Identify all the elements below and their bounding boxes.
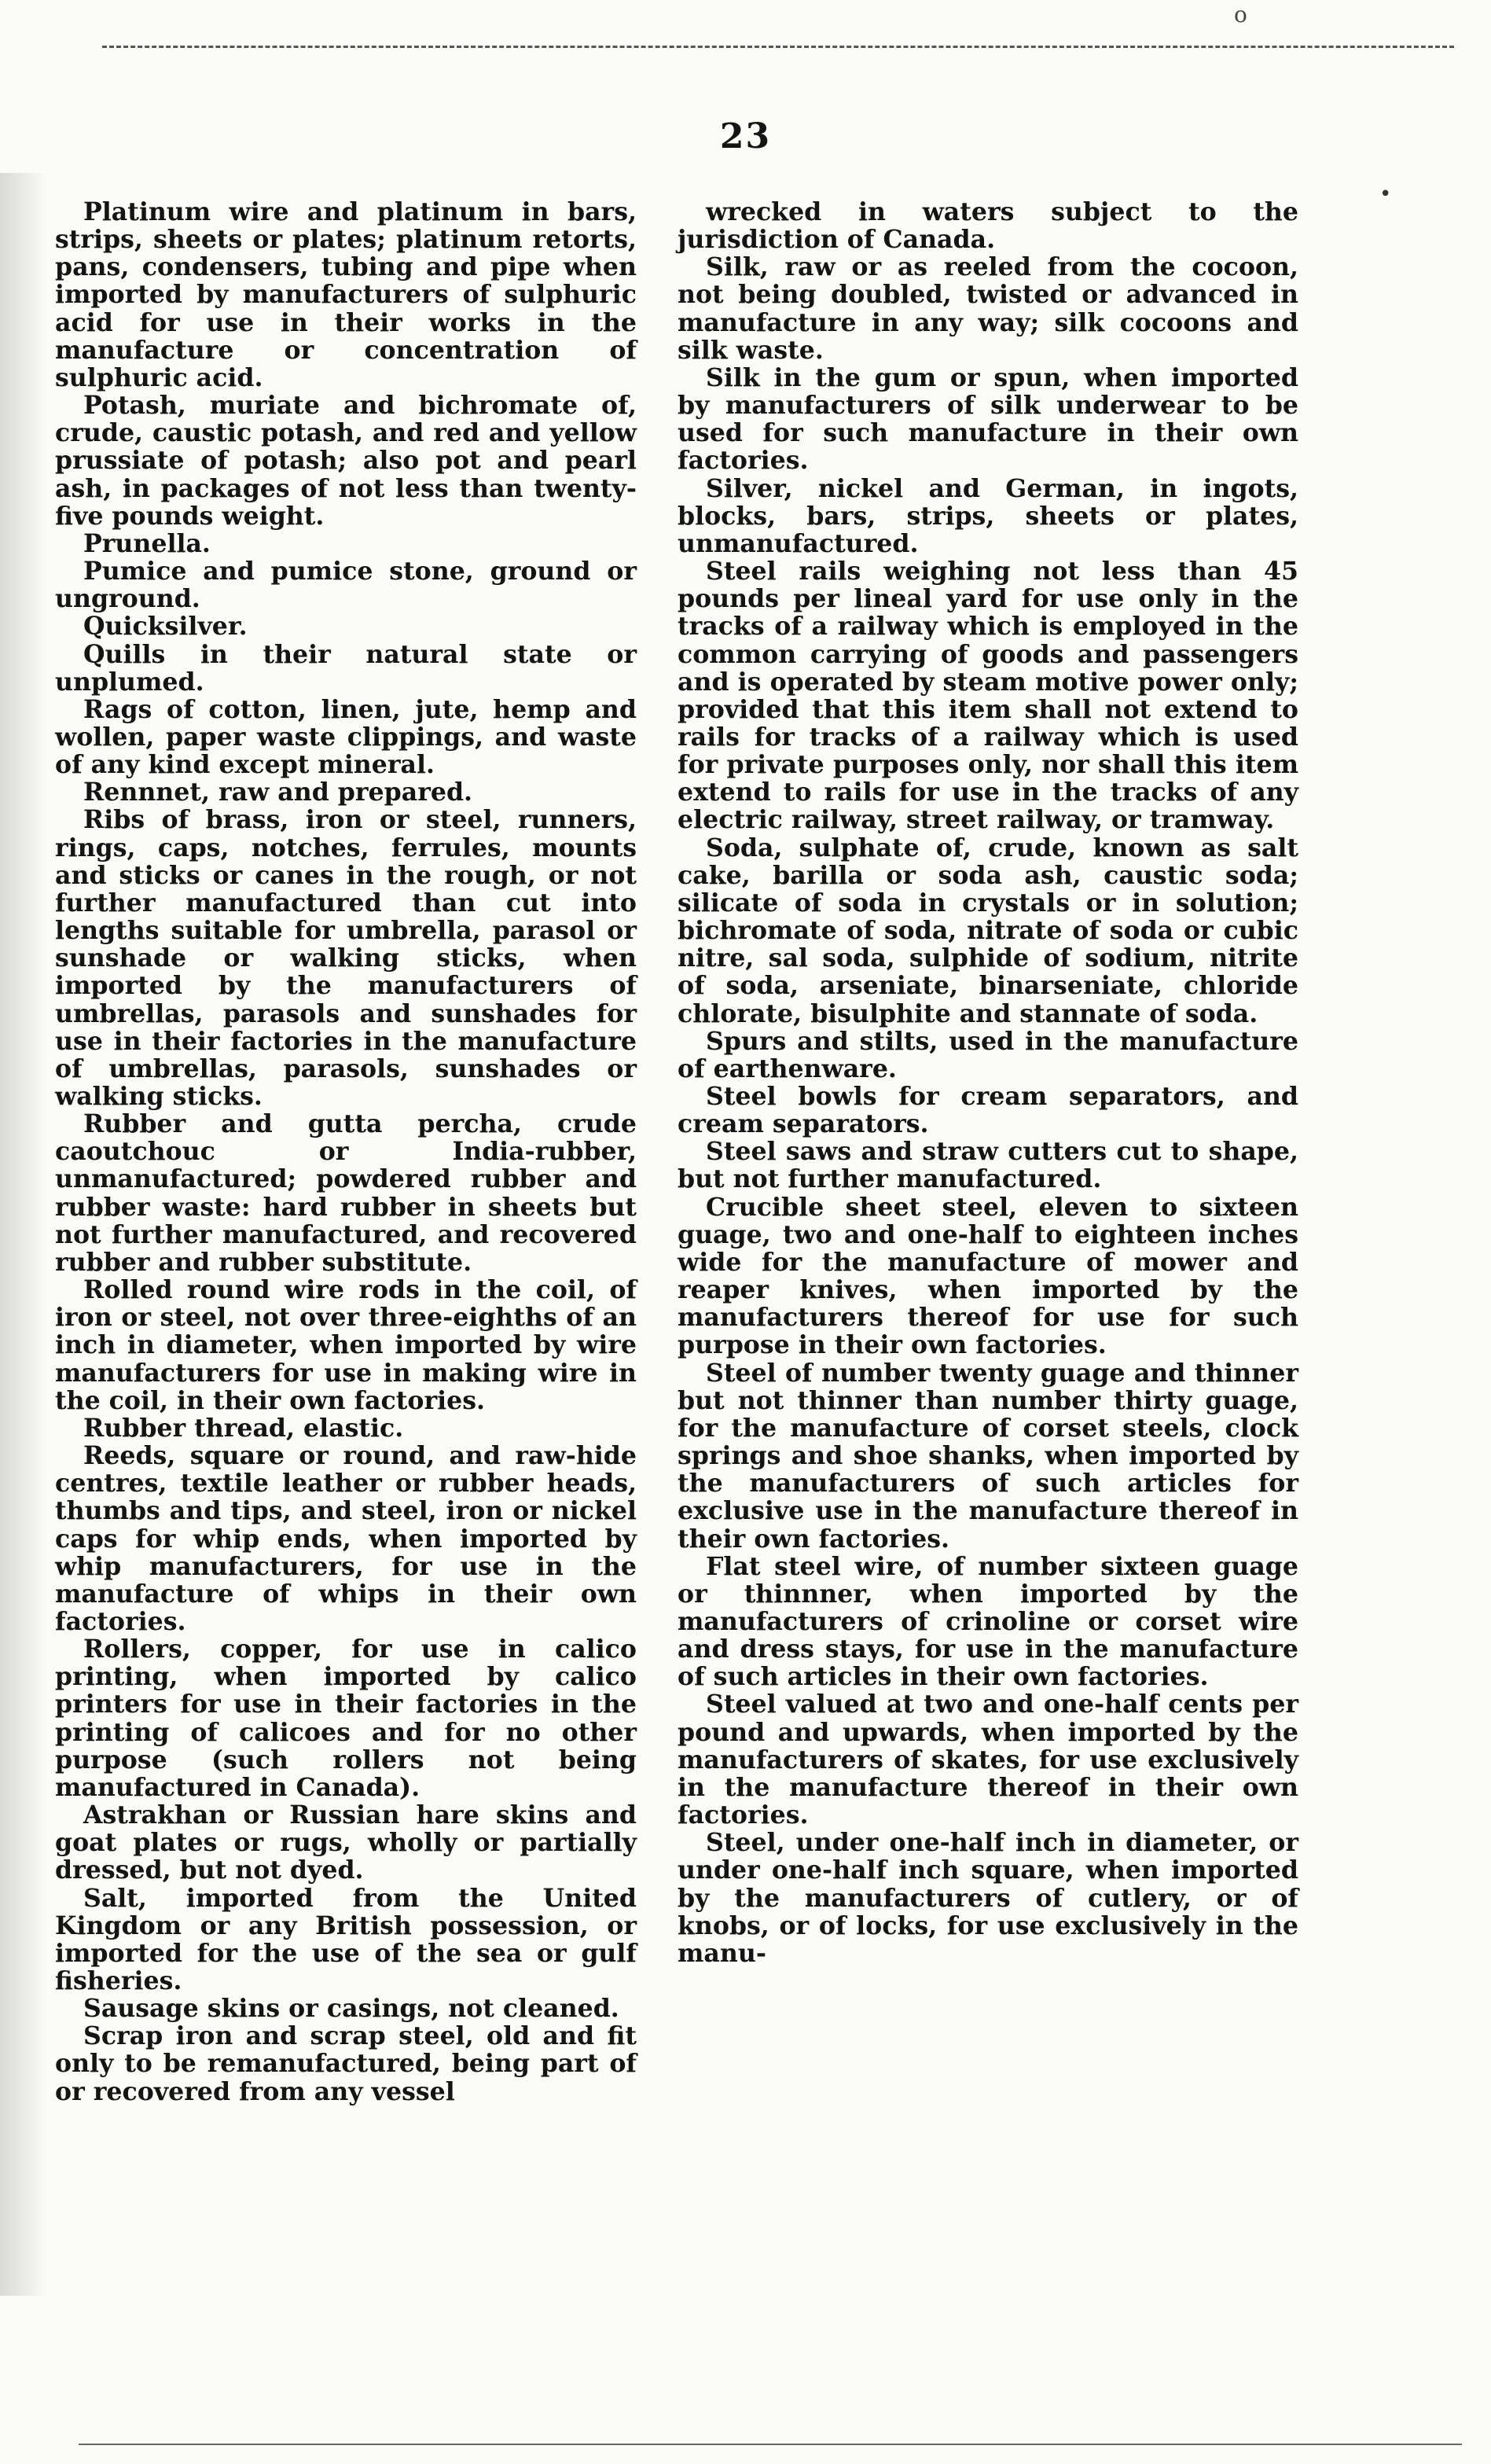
- tariff-paragraph: Steel valued at two and one-half cents per pound and upwards, when imported by the manufacturers of skates, for use exclusively in the manufacture thereof in their own factories.: [678, 1690, 1298, 1830]
- tariff-paragraph: Rags of cotton, linen, jute, hemp and wollen, paper waste clippings, and waste of any kind except mineral.: [55, 694, 637, 780]
- tariff-paragraph: Ribs of brass, iron or steel, runners, rings, caps, notches, ferrules, mounts and sticks or canes in the rough, or not further manufactured than cut into lengths suitable for umbrella, parasol or sunshade or walking sticks, when imported by the manufacturers of umbrellas, parasols and sunshades for use in their factories in the manufacture of umbrellas, parasols, sunshades or walking sticks.: [55, 805, 637, 1111]
- page-number: 23: [719, 116, 772, 156]
- margin-dot: •: [1379, 182, 1392, 206]
- tariff-paragraph: Rubber and gutta percha, crude caoutchouc or India-rubber, unmanufactured; powdered rubber and rubber waste: hard rubber in sheets but not further manufactured, and recovered rubber and rubber substitute.: [55, 1109, 637, 1277]
- tariff-paragraph: Rubber thread, elastic.: [83, 1413, 404, 1443]
- tariff-paragraph: Pumice and pumice stone, ground or unground.: [55, 557, 637, 614]
- tariff-paragraph: Quills in their natural state or unplumed.: [55, 639, 637, 697]
- right-column: [678, 198, 1298, 1967]
- tariff-paragraph: Rolled round wire rods in the coil, of iron or steel, not over three-eighths of an inch in diameter, when imported by wire manufacturers for use in making wire in the coil, in their own factories.: [55, 1275, 637, 1415]
- corner-mark: o: [1234, 2, 1247, 28]
- left-column: [55, 198, 637, 2105]
- tariff-paragraph: Silk in the gum or spun, when imported by manufacturers of silk underwear to be used for such manufacture in their own factories.: [678, 362, 1298, 476]
- tariff-paragraph: Flat steel wire, of number sixteen guage or thinnner, when imported by the manufacturers of crinoline or corset wire and dress stays, for use in the manufacture of such articles in their own factories.: [678, 1551, 1298, 1692]
- top-rule: [102, 46, 1454, 48]
- tariff-paragraph: Reeds, square or round, and raw-hide centres, textile leather or rubber heads, thumbs and tips, and steel, iron or nickel caps for whip ends, when imported by whip manufacturers, for use in the manufacture of whips in their own factories.: [55, 1441, 637, 1636]
- tariff-paragraph: Spurs and stilts, used in the manufacture of earthenware.: [678, 1026, 1298, 1083]
- left-edge-shadow: [0, 173, 47, 2296]
- tariff-paragraph: Silver, nickel and German, in ingots, blocks, bars, strips, sheets or plates, unmanufactured.: [678, 473, 1298, 558]
- tariff-paragraph: Sausage skins or casings, not cleaned.: [83, 1994, 619, 2024]
- tariff-paragraph: Soda, sulphate of, crude, known as salt cake, barilla or soda ash, caustic soda; silicate of soda in crystals or in solution; bichromate of soda, nitrate of soda or cubic nitre, sal soda, sulphide of sodium, nitrite of soda, arseniate, binarseniate, chloride chlorate, bisulphite and stannate of soda.: [678, 833, 1298, 1028]
- tariff-paragraph: Potash, muriate and bichromate of, crude, caustic potash, and red and yellow prussiate of potash; also pot and pearl ash, in packages of not less than twenty-five pounds weight.: [55, 391, 637, 531]
- tariff-paragraph: Astrakhan or Russian hare skins and goat plates or rugs, wholly or partially dressed, but not dyed.: [55, 1800, 637, 1885]
- tariff-paragraph: Quicksilver.: [83, 612, 248, 642]
- tariff-paragraph: Steel saws and straw cutters cut to shape, but not further manufactured.: [678, 1137, 1298, 1194]
- tariff-paragraph: Rollers, copper, for use in calico printing, when imported by calico printers for use in their factories in the printing of calicoes and for no other purpose (such rollers not being manufactured in Canada).: [55, 1635, 637, 1802]
- tariff-paragraph: Steel rails weighing not less than 45 pounds per lineal yard for use only in the tracks of a railway which is employed in the common carrying of goods and passengers and is operated by steam motive power only; provided that this item shall not extend to rails for tracks of a railway which is used for private purposes only, nor shall this item extend to rails for use in the tracks of any electric railway, street railway, or tramway.: [678, 557, 1298, 835]
- tariff-paragraph: Salt, imported from the United Kingdom or any British possession, or imported for the use of the sea or gulf fisheries.: [55, 1883, 637, 1995]
- tariff-paragraph: Prunella.: [83, 528, 211, 558]
- tariff-paragraph: Rennnet, raw and prepared.: [83, 778, 473, 807]
- tariff-paragraph: Platinum wire and platinum in bars, strips, sheets or plates; platinum retorts, pans, condensers, tubing and pipe when imported by manufacturers of sulphuric acid for use in their works in the manufacture or concentration of sulphuric acid.: [55, 197, 637, 392]
- tariff-paragraph: Scrap iron and scrap steel, old and fit only to be remanufactured, being part of or recovered from any vessel: [55, 2021, 637, 2106]
- bottom-rule: [79, 2444, 1462, 2445]
- tariff-paragraph: Crucible sheet steel, eleven to sixteen guage, two and one-half to eighteen inches wide for the manufacture of mower and reaper knives, when imported by the manufacturers thereof for use for such purpose in their own factories.: [678, 1192, 1298, 1360]
- tariff-paragraph: Silk, raw or as reeled from the cocoon, not being doubled, twisted or advanced in manufacture in any way; silk cocoons and silk waste.: [678, 252, 1298, 365]
- tariff-paragraph: wrecked in waters subject to the jurisdiction of Canada.: [678, 197, 1298, 255]
- tariff-paragraph: Steel of number twenty guage and thinner but not thinner than number thirty guage, for the manufacture of corset steels, clock springs and shoe shanks, when imported by the manufacturers of such articles for exclusive use in the manufacture thereof in their own factories.: [678, 1358, 1298, 1554]
- tariff-paragraph: Steel, under one-half inch in diameter, or under one-half inch square, when imported by the manufacturers of cutlery, or of knobs, or of locks, for use exclusively in the manu-: [678, 1828, 1298, 1968]
- tariff-paragraph: Steel bowls for cream separators, and cream separators.: [678, 1082, 1298, 1139]
